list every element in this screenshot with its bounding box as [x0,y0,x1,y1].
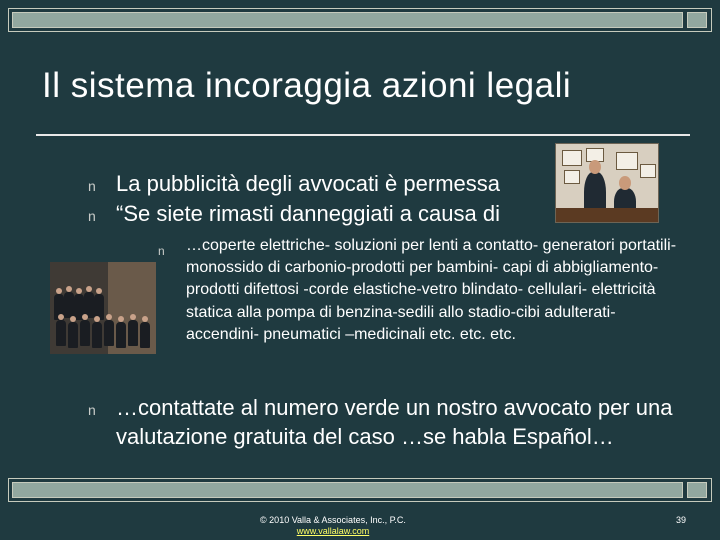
top-decor-bar-fill [12,12,683,28]
bullet-text-1: La pubblicità degli avvocati è permessa [116,171,501,196]
slide-title: Il sistema incoraggia azioni legali [42,66,572,105]
bullet-text-3: …contattate al numero verde un nostro avvocato per una valutazione gratuita del caso …se habla Español… [116,395,673,449]
top-decor-square [687,12,707,28]
bullet-marker: n [88,402,96,418]
page-number: 39 [676,515,687,525]
bullet-marker: n [88,178,96,194]
sub-bullet-text: …coperte elettriche- soluzioni per lenti a contatto- generatori portatili-monossido di carbonio-prodotti per bambini- capi di abbigliamento- prodotti difettosi -corde elastiche-vetro blindato- cellulari- elettricità statica alla pompa di benzina-sedili allo stadio-cibi adulterati- accendini- pneumatici –medicinali etc. etc. etc. [186,237,677,343]
footer-website-link[interactable]: www.vallalaw.com [296,526,370,536]
footer-copyright-block [218,515,448,537]
title-divider [36,134,690,136]
bullet-text-2: “Se siete rimasti danneggiati a causa di [116,201,500,226]
footer-copyright: © 2010 Valla & Associates, Inc., P.C. [260,515,406,525]
bottom-decor-square [687,482,707,498]
lawyers-office-photo [555,143,659,223]
bottom-decor-bar-fill [12,482,683,498]
law-firm-group-photo [50,262,156,354]
bullet-marker: n [158,244,165,258]
bottom-decor-bar [8,478,712,502]
top-decor-bar [8,8,712,32]
bullet-marker: n [88,208,96,224]
